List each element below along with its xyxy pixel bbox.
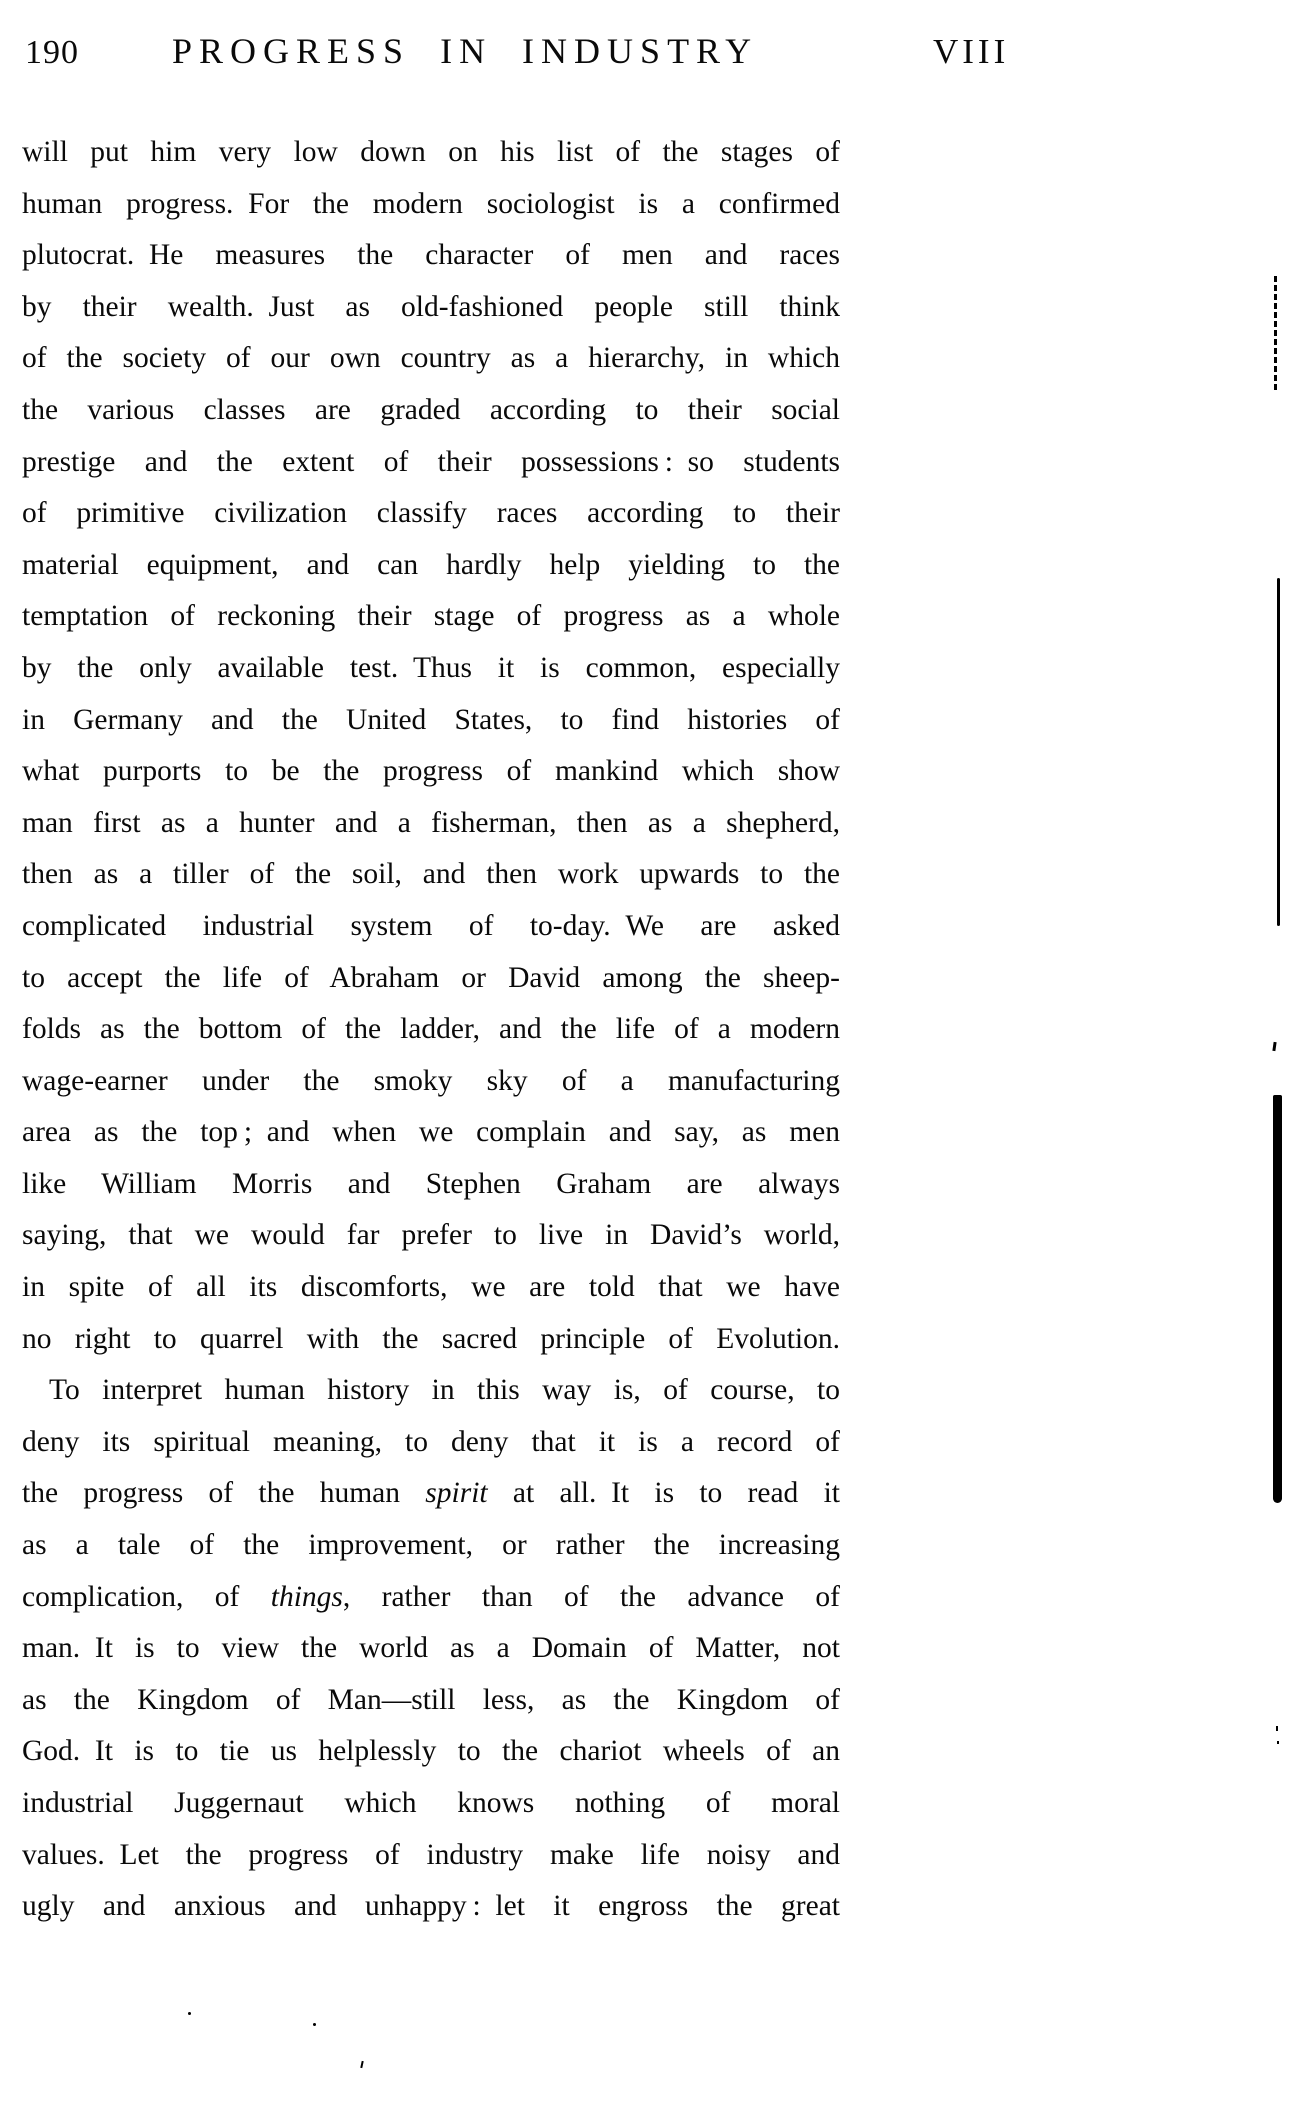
page-speck [313, 2023, 316, 2026]
text-line: by their wealth. Just as old-fashioned people still think [22, 290, 840, 323]
margin-pencil-dashed-line [1274, 276, 1277, 390]
text-line: what purports to be the progress of mankind which show [22, 755, 840, 788]
text-line: complication, of things, rather than of the advance of [22, 1580, 840, 1613]
margin-speck [1276, 1726, 1278, 1731]
margin-speck [1277, 1741, 1279, 1744]
text-line: then as a tiller of the soil, and then work upwards to the [22, 858, 840, 891]
text-line: folds as the bottom of the ladder, and the life of a modern [22, 1013, 840, 1046]
margin-ink-bar [1273, 1095, 1282, 1503]
text-line: human progress. For the modern sociologist is a confirmed [22, 187, 840, 220]
text-line: industrial Juggernaut which knows nothing of moral [22, 1787, 840, 1819]
text-line: the various classes are graded according to their social [22, 393, 840, 426]
text-line: God. It is to tie us helplessly to the chariot wheels of an [22, 1735, 840, 1768]
text-line: no right to quarrel with the sacred principle of Evolution. [22, 1322, 840, 1355]
text-line: To interpret human history in this way is, of course, to [49, 1374, 840, 1407]
text-line: plutocrat. He measures the character of men and races [22, 239, 840, 272]
text-line: material equipment, and can hardly help yielding to the [22, 548, 840, 581]
text-line: of the society of our own country as a hierarchy, in which [22, 342, 840, 375]
text-line: saying, that we would far prefer to live in David’s world, [22, 1219, 840, 1252]
text-line: to accept the life of Abraham or David among the sheep- [22, 961, 840, 994]
text-line: ugly and anxious and unhappy : let it engross the great [22, 1890, 840, 1923]
text-line: like William Morris and Stephen Graham are always [22, 1167, 840, 1200]
text-line: of primitive civilization classify races according to their [22, 497, 840, 530]
page-title: PROGRESS IN INDUSTRY [172, 31, 759, 71]
chapter-numeral: VIII [933, 32, 1010, 71]
text-line: the progress of the human spirit at all. It is to read it [22, 1477, 840, 1510]
page-speck [360, 2061, 363, 2068]
page-number: 190 [25, 34, 79, 71]
text-line: temptation of reckoning their stage of progress as a whole [22, 600, 840, 633]
margin-tick-mark [1272, 1042, 1276, 1051]
text-line: by the only available test. Thus it is common, especially [22, 651, 840, 684]
text-line: complicated industrial system of to-day. We are asked [22, 909, 840, 942]
text-line: man first as a hunter and a fisherman, then as a shepherd, [22, 806, 840, 839]
text-line: as the Kingdom of Man—still less, as the Kingdom of [22, 1683, 840, 1716]
text-line: prestige and the extent of their possessions : so students [22, 445, 840, 478]
text-line: area as the top ; and when we complain and say, as men [22, 1116, 840, 1149]
text-line: deny its spiritual meaning, to deny that it is a record of [22, 1425, 840, 1458]
text-block [22, 127, 840, 1933]
text-line: in Germany and the United States, to find histories of [22, 703, 840, 736]
margin-pencil-line [1277, 578, 1280, 926]
text-line: wage-earner under the smoky sky of a manufacturing [22, 1064, 840, 1097]
page-speck [188, 2012, 191, 2015]
text-line: as a tale of the improvement, or rather the increasing [22, 1529, 840, 1562]
text-line: values. Let the progress of industry make life noisy and [22, 1838, 840, 1871]
text-line: will put him very low down on his list of the stages of [22, 136, 840, 168]
running-header [0, 28, 1291, 74]
text-line: man. It is to view the world as a Domain of Matter, not [22, 1632, 840, 1665]
text-line: in spite of all its discomforts, we are told that we have [22, 1271, 840, 1304]
